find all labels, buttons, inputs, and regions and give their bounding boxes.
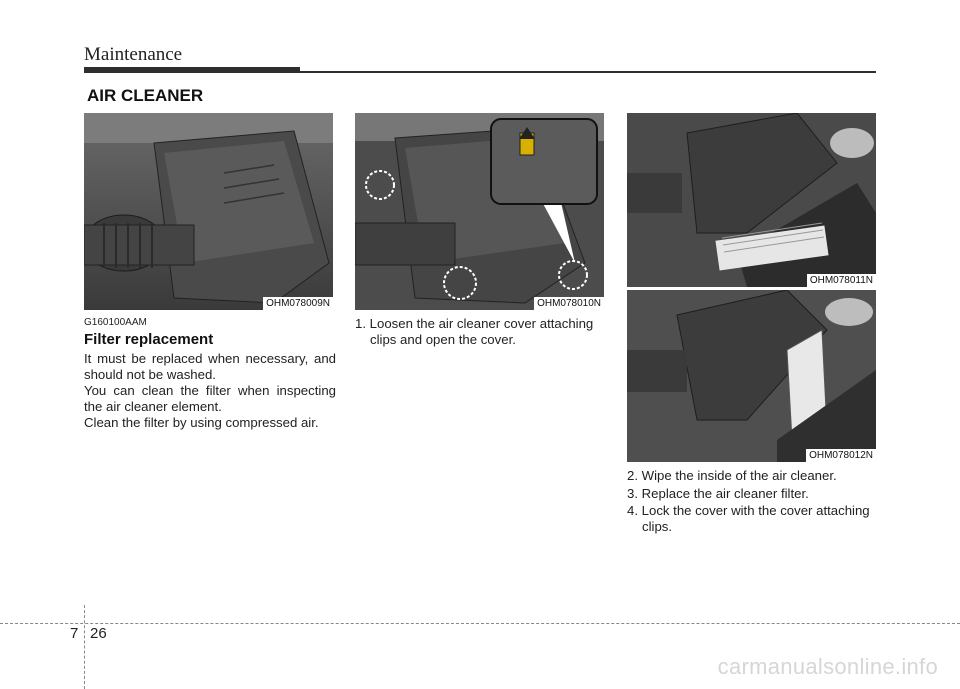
paragraph: It must be replaced when necessary, and should not be washed.: [84, 351, 336, 382]
page-number: 26: [90, 625, 107, 642]
photo-code: OHM078009N: [263, 297, 333, 310]
step-3: 3. Replace the air cleaner filter.: [627, 486, 809, 501]
air-cleaner-clips-photo: [355, 113, 604, 310]
filter-replace-photo: [627, 290, 876, 462]
footer-divider: [84, 605, 85, 689]
step-4: 4. Lock the cover with the cover attaching clips.: [627, 503, 870, 534]
photo-code: OHM078011N: [807, 274, 876, 287]
header-section-title: Maintenance: [84, 44, 183, 65]
step-1: 1. Loosen the air cleaner cover attaching clips and open the cover.: [355, 316, 594, 347]
paragraph: Clean the filter by using compressed air.: [84, 415, 319, 430]
paragraph: You can clean the filter when inspecting the air cleaner element.: [84, 383, 336, 414]
section-title: AIR CLEANER: [87, 86, 204, 105]
doc-code: G160100AAM: [84, 317, 147, 328]
photo-code: OHM078010N: [534, 297, 604, 310]
header-rule: [300, 71, 876, 73]
chapter-number: 7: [70, 625, 79, 642]
cover-open-photo: [627, 113, 876, 287]
filter-replacement-heading: Filter replacement: [84, 331, 214, 348]
watermark: carmanualsonline.info: [717, 654, 938, 679]
engine-bay-photo: [84, 113, 333, 310]
photo-code: OHM078012N: [806, 449, 876, 462]
header-bar: [84, 67, 300, 73]
footer-rule: [0, 623, 960, 624]
step-2: 2. Wipe the inside of the air cleaner.: [627, 468, 837, 483]
